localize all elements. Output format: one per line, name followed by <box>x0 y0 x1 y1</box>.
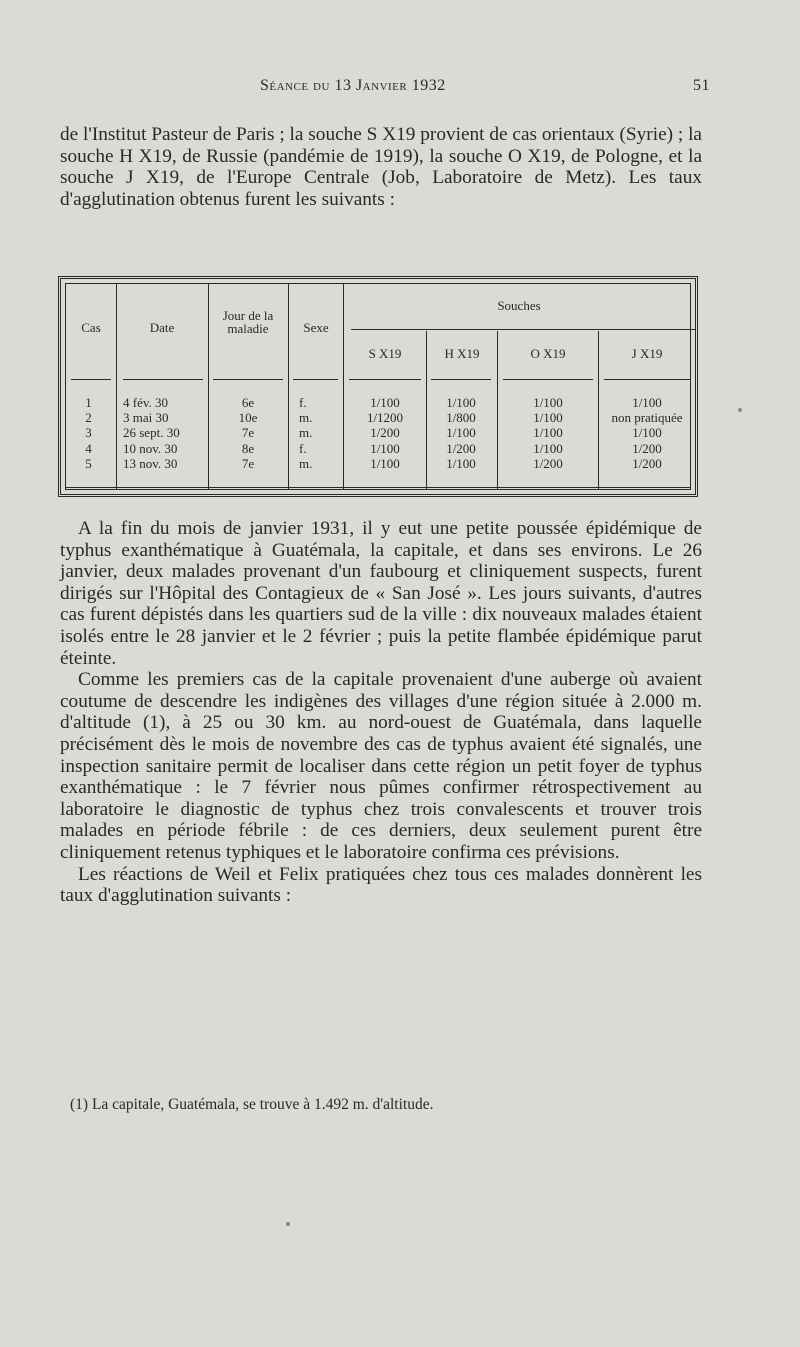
table-cell-jour: 10e <box>238 410 258 426</box>
header-rule <box>293 379 338 380</box>
paper-speck <box>286 1222 290 1226</box>
table-cell-date: 13 nov. 30 <box>123 455 178 471</box>
table-cell-s: 1/100 <box>370 455 400 471</box>
table-cell-jour: 6e <box>241 395 255 410</box>
paper-speck <box>738 408 742 412</box>
footnote: (1) La capitale, Guatémala, se trouve à 1.492 m. d'altitude. <box>70 1096 434 1113</box>
table-cell-o: 1/100 <box>533 395 563 410</box>
table-cell-h: 1/100 <box>446 455 476 471</box>
table-cell-j: 1/100 <box>632 425 662 441</box>
souches-brace <box>351 329 696 330</box>
table-cell-sexe: m. <box>299 455 313 471</box>
table-cell-jour: 8e <box>241 440 255 456</box>
table-cell-s: 1/100 <box>370 395 400 410</box>
paragraph-1: A la fin du mois de janvier 1931, il y eut une petite poussée épidémique de typhus exanthématique à Guatémala, la capitale, et dans ses environs. Le 26 janvier, deux malades provenant d'un faubourg et cliniquement suspects, furent dirigés sur l'Hôpital des Contagieux de « San José ». Les jours suivants, d'autres cas furent dépistés dans les quartiers sud de la ville : dix nouveaux malades étaient isolés entre le 28 janvier et le 2 février ; puis la petite flambée épidémique parut éteinte. <box>60 518 702 669</box>
header-rule <box>71 379 111 380</box>
page-number: 51 <box>693 77 710 94</box>
table-cell-j: non pratiquée <box>611 410 683 426</box>
header-jour: Jour de la maladie <box>222 308 274 336</box>
table-cell-jour: 7e <box>241 455 255 471</box>
table-cell-cas: 1 <box>85 395 92 410</box>
header-s: S X19 <box>368 346 402 361</box>
header-h: H X19 <box>444 346 480 361</box>
header-rule <box>604 379 690 380</box>
table-cell-jour: 7e <box>241 425 255 441</box>
table-cell-j: 1/100 <box>632 395 662 410</box>
col-divider <box>288 283 289 490</box>
table-cell-h: 1/100 <box>446 395 476 410</box>
table-cell-o: 1/100 <box>533 425 563 441</box>
table-cell-o: 1/100 <box>533 410 563 426</box>
table-cell-cas: 2 <box>85 410 92 426</box>
table-cell-sexe: f. <box>299 440 307 456</box>
table-cell-sexe: f. <box>299 395 307 410</box>
header-date: Date <box>149 320 175 335</box>
header-rule <box>349 379 421 380</box>
header-rule <box>503 379 593 380</box>
table-cell-s: 1/1200 <box>366 410 404 426</box>
table-cell-cas: 4 <box>85 440 92 456</box>
agglutination-table <box>58 276 698 497</box>
header-cas: Cas <box>81 320 101 335</box>
table-cell-s: 1/100 <box>370 440 400 456</box>
table-cell-date: 4 fév. 30 <box>123 395 169 410</box>
header-souches: Souches <box>497 298 541 313</box>
paragraph-3: Les réactions de Weil et Felix pratiquées chez tous ces malades donnèrent les taux d'agglutination suivants : <box>60 863 702 907</box>
table-cell-sexe: m. <box>299 410 313 426</box>
header-rule <box>431 379 491 380</box>
col-divider <box>208 283 209 490</box>
header-rule <box>123 379 203 380</box>
table-bottom-rule <box>65 487 691 488</box>
col-divider <box>343 283 344 490</box>
header-o: O X19 <box>530 346 566 361</box>
main-text <box>60 518 702 907</box>
paragraph-2: Comme les premiers cas de la capitale provenaient d'une auberge où avaient coutume de descendre les indigènes des villages d'une région située à 2.000 m. d'altitude (1), à 25 ou 30 km. au nord-ouest de Guatémala, dans laquelle précisément dès le mois de novembre des cas de typhus avaient été signalés, une inspection sanitaire permit de localiser dans cette région un petit foyer de typhus exanthématique : le 7 février nous pûmes confirmer rétrospectivement au laboratoire le diagnostic de typhus chez trois convalescents et trouver trois malades en période fébrile : de ces derniers, deux seulement purent être cliniquement retenus typhiques et le laboratoire confirma ces prévisions. <box>60 669 702 863</box>
table-cell-cas: 3 <box>85 425 92 441</box>
table-cell-h: 1/100 <box>446 425 476 441</box>
intro-paragraph <box>60 124 702 210</box>
running-title: Séance du 13 Janvier 1932 <box>260 77 446 94</box>
col-divider <box>116 283 117 490</box>
header-sexe: Sexe <box>303 320 329 335</box>
table-cell-o: 1/200 <box>533 455 563 471</box>
table-cell-s: 1/200 <box>370 425 400 441</box>
intro-text: de l'Institut Pasteur de Paris ; la souche S X19 provient de cas orientaux (Syrie) ; la souche H X19, de Russie (pandémie de 1919), la souche O X19, de Pologne, et la souche J X19, de l'Europe Centrale (Job, Laboratoire de Metz). Les taux d'agglutination obtenus furent les suivants : <box>60 124 702 210</box>
table-cell-date: 10 nov. 30 <box>123 440 178 456</box>
table-cell-j: 1/200 <box>632 455 662 471</box>
table-cell-h: 1/800 <box>446 410 476 426</box>
table-cell-h: 1/200 <box>446 440 476 456</box>
table-cell-j: 1/200 <box>632 440 662 456</box>
header-j: J X19 <box>631 346 663 361</box>
table-cell-cas: 5 <box>85 455 92 471</box>
table-cell-sexe: m. <box>299 425 313 441</box>
header-rule <box>213 379 283 380</box>
table-cell-o: 1/100 <box>533 440 563 456</box>
table-cell-date: 26 sept. 30 <box>123 425 180 441</box>
table-cell-date: 3 mai 30 <box>123 410 169 426</box>
